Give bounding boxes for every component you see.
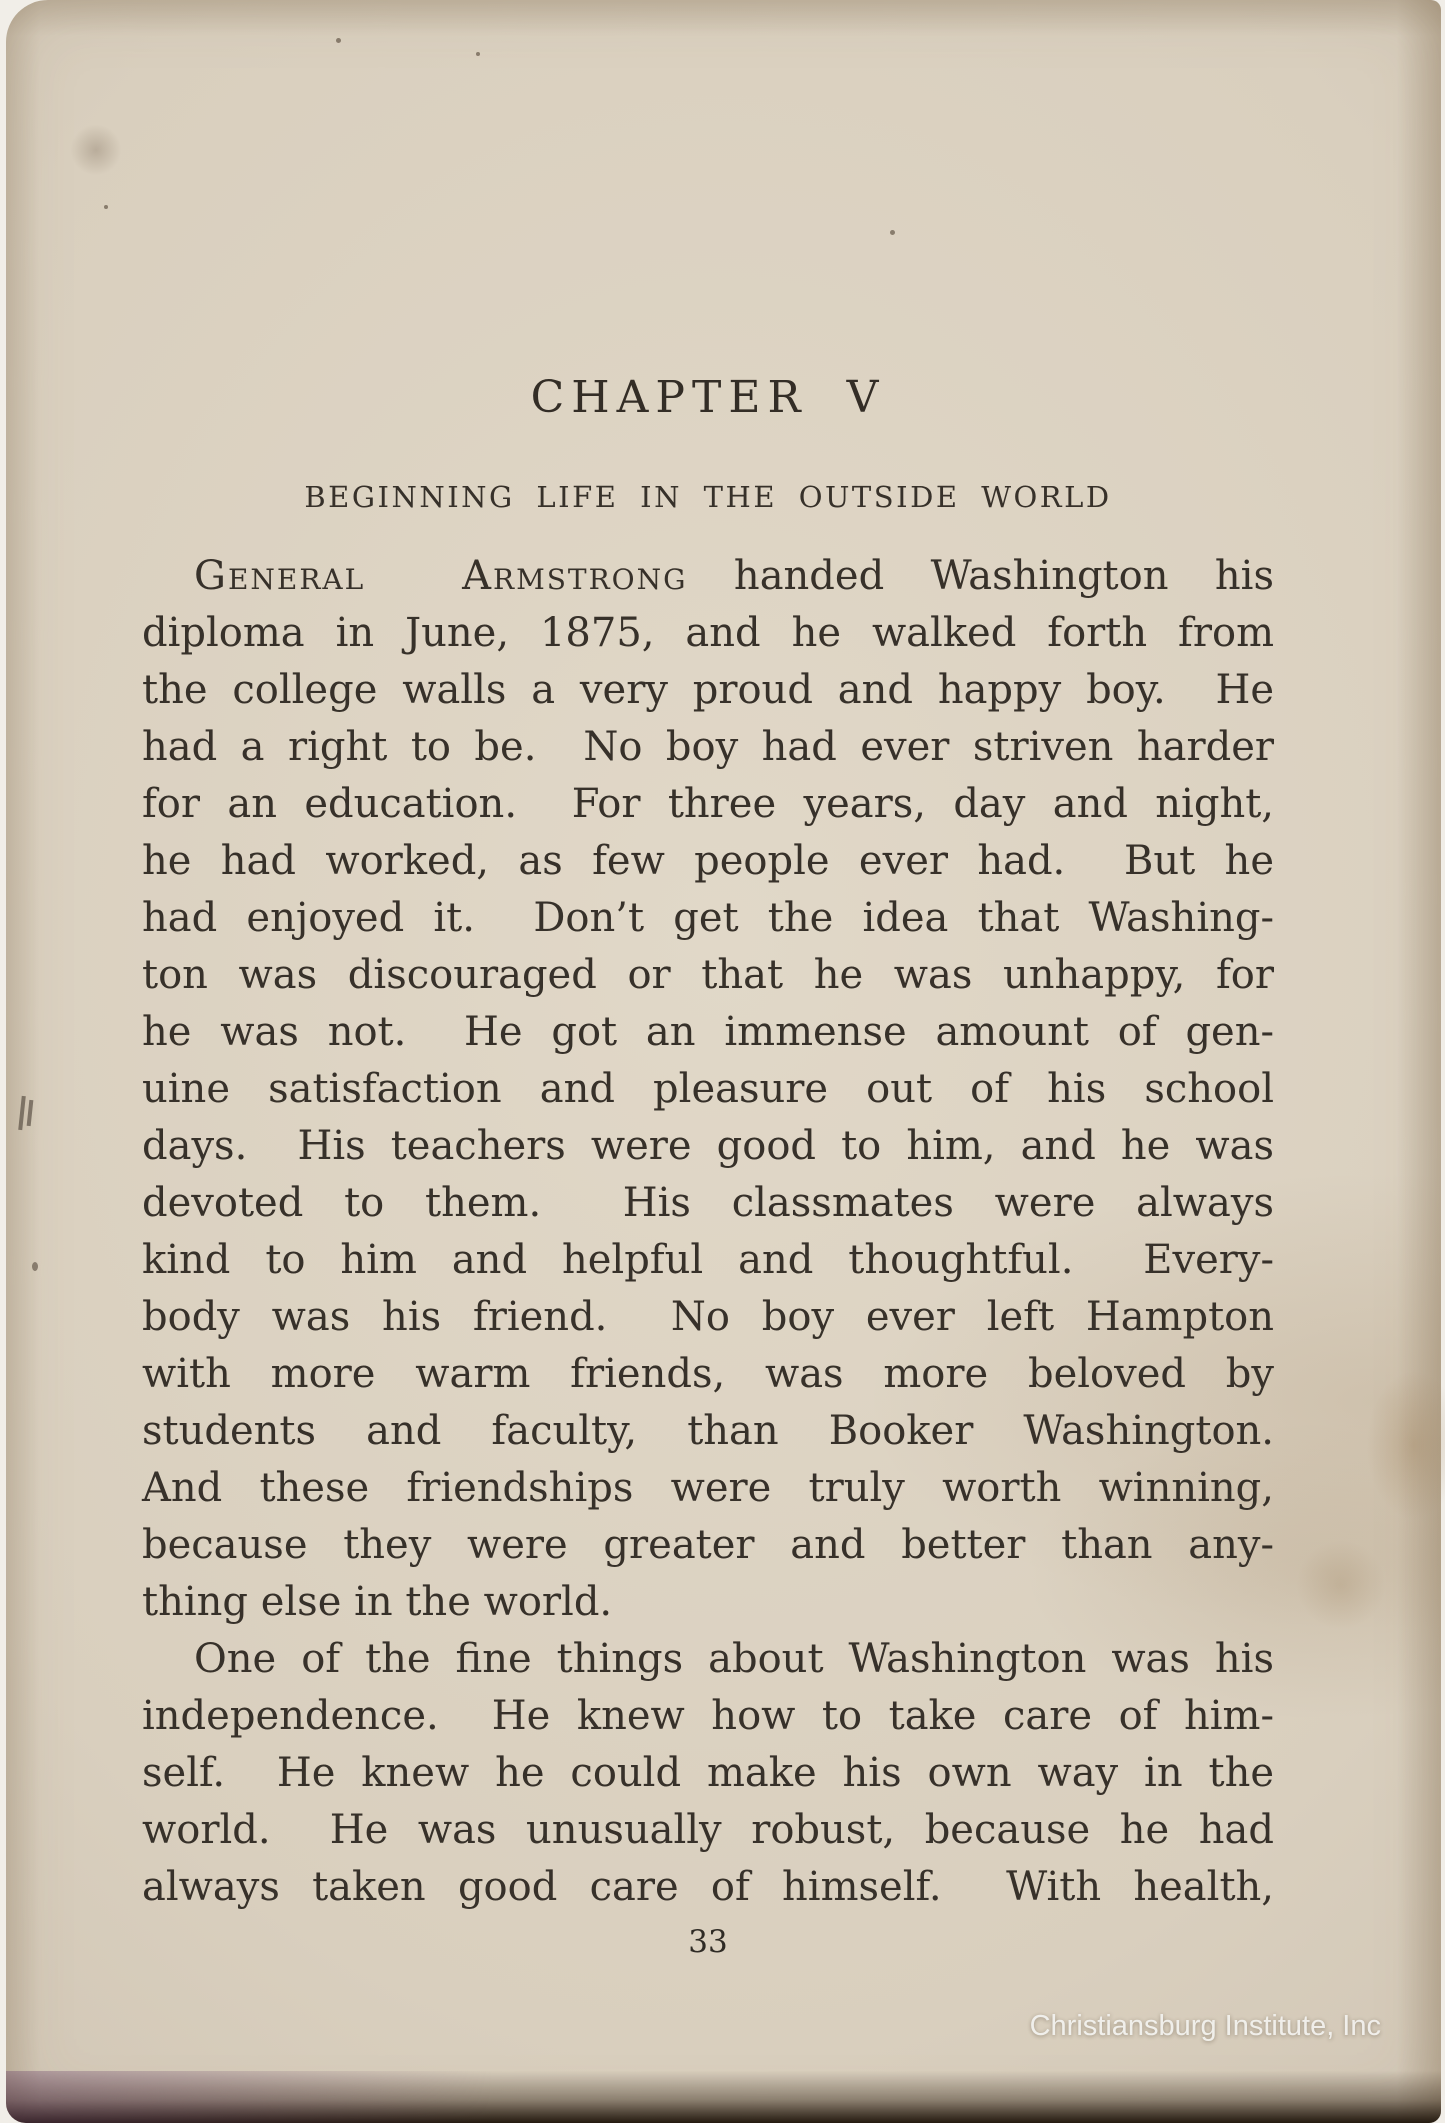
text-line: kind to him and helpful and thoughtful. Every- <box>142 1237 1274 1283</box>
text-line: had a right to be. No boy had ever striven harder <box>142 724 1274 770</box>
page-bottom-edge <box>6 2071 1441 2123</box>
text-line: uine satisfaction and pleasure out of his school <box>142 1066 1274 1112</box>
text-line: had enjoyed it. Don’t get the idea that Washing- <box>142 895 1274 941</box>
text-line: students and faculty, than Booker Washington. <box>142 1408 1274 1454</box>
text-line <box>142 548 1274 605</box>
text-line: thing else in the world. <box>142 1579 613 1625</box>
margin-ink-mark <box>18 1096 26 1130</box>
page-number: 33 <box>688 1924 728 1960</box>
text-line: world. He was unusually robust, because he had <box>142 1807 1274 1853</box>
page-stain <box>1296 1540 1386 1630</box>
section-title: BEGINNING LIFE IN THE OUTSIDE WORLD <box>304 480 1112 514</box>
paper-speck <box>104 205 108 209</box>
paper-speck <box>890 230 895 235</box>
text-line: ton was discouraged or that he was unhappy, for <box>142 952 1274 998</box>
text-line: always taken good care of himself. With health, <box>142 1864 1274 1910</box>
text-line: One of the fine things about Washington was his <box>194 1636 1274 1682</box>
text-line: the college walls a very proud and happy boy. He <box>142 667 1274 713</box>
page-stain <box>1366 1370 1445 1520</box>
text-line: he was not. He got an immense amount of gen- <box>142 1009 1274 1055</box>
page-stain <box>66 120 126 180</box>
small-caps-lead: General Armstrong <box>194 553 688 599</box>
margin-ink-mark <box>27 1100 34 1126</box>
text-line: for an education. For three years, day and night, <box>142 781 1274 827</box>
text-line: And these friendships were truly worth winning, <box>142 1465 1274 1511</box>
text-line: days. His teachers were good to him, and he was <box>142 1123 1274 1169</box>
paper-speck <box>336 38 341 43</box>
lead-rest: handed Washington his <box>687 553 1274 599</box>
paper-speck <box>476 52 480 56</box>
body-text <box>142 548 1274 1916</box>
text-line: body was his friend. No boy ever left Hampton <box>142 1294 1274 1340</box>
text-line: with more warm friends, was more beloved by <box>142 1351 1274 1397</box>
watermark: Christiansburg Institute, Inc <box>1029 2010 1381 2042</box>
chapter-title: CHAPTER V <box>530 372 886 423</box>
text-line: he had worked, as few people ever had. But he <box>142 838 1274 884</box>
text-line: diploma in June, 1875, and he walked forth from <box>142 610 1274 656</box>
text-line: independence. He knew how to take care of him- <box>142 1693 1274 1739</box>
text-line: because they were greater and better than any- <box>142 1522 1274 1568</box>
text-line: devoted to them. His classmates were always <box>142 1180 1274 1226</box>
book-page <box>6 0 1441 2123</box>
paper-speck <box>32 1262 38 1271</box>
text-line: self. He knew he could make his own way in the <box>142 1750 1274 1796</box>
